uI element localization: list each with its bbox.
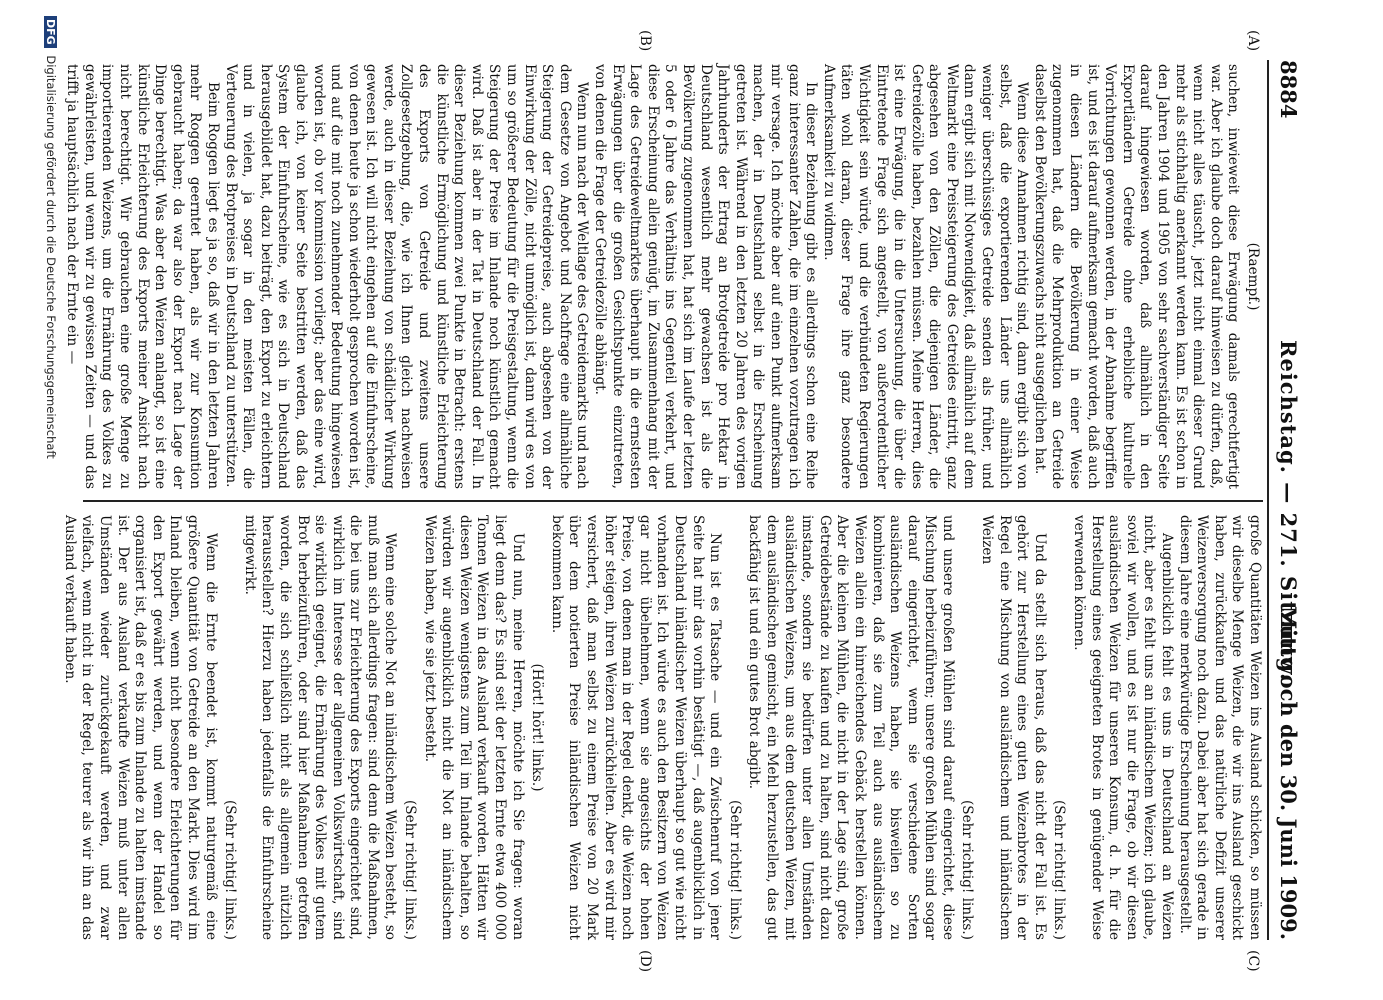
interjection: (Sehr richtig! links.) <box>402 799 419 940</box>
interjection: (Sehr richtig! links.) <box>959 799 976 940</box>
left-column <box>64 64 1263 489</box>
rotated-newspaper-page <box>44 0 1313 1000</box>
paragraph: Wenn eine solche Not an inländischem Weizen besteht, so muß man sich allerdings fragen: sind denn die Maßnahmen, die bei uns zur Erleichterung des Exports eingerichtet sind, wirklich im Interesse der allgemeinen Volkswirtschaft, sind sie wirklich geeignet, die Ernährung des Volkes mit gutem Brot herbeizuführen, oder sind hier Maßnahmen getroffen worden, die sich schließlich nicht als allgemein nützlich herausstellen? Hierzu haben jedenfalls die Einfuhrscheine mitgewirkt. <box>241 515 399 940</box>
paragraph: große Quantitäten Weizen ins Ausland schicken, so müssen wir dieselbe Menge Weizen, die wir ins Ausland geschickt haben, zurückkaufen und das natürliche Defizit unserer Weizenversorgung noch dazu. Dabei aber hat sich gerade in diesem Jahre eine merkwürdige Erscheinung herausgestellt. <box>1176 515 1263 940</box>
footer-text: Digitalisierung gefördert durch die Deutsche Forschungsgemeinschaft <box>44 55 58 459</box>
interjection: (Sehr richtig! links.) <box>1051 799 1068 940</box>
paragraph: und unsere großen Mühlen sind darauf eingerichtet, diese Mischung herbeizuführen; unsere großen Mühlen sind sogar darauf eingerichtet, wenn sie verschiedene Sorten ausländischen Weizens haben, sie bisweilen so zu kombinieren, daß sie zum Teil auch aus ausländischem Weizen allein ein hinreichendes Gebäck herstellen können. Aber die kleinen Mühlen, die nicht in der Lage sind, große Getreidebestände zu kaufen und zu halten, sind nicht dazu imstande, sondern sie bedürfen unter allen Umständen ausländischen Weizens, um aus dem deutschen Weizen, mit dem ausländischen gemischt, ein Mehl herzustellen, das gut backfähig ist und ein gutes Brot abgibt. <box>746 515 956 940</box>
page-header <box>1267 60 1305 940</box>
paragraph: In dieser Beziehung gibt es allerdings schon eine Reihe ganz interessanter Zahlen, die im einzelnen vorzutragen ich mir versage. Ich möchte aber auf einen Punkt aufmerksam machen, der in Deutschland selbst in die Erscheinung getreten ist. Während in den letzten 20 Jahren des vorigen Jahrhunderts der Ertrag an Brotgetreide pro Hektar in Deutschland wesentlich mehr gewachsen ist als die Bevölkerung zugenommen hat, hat sich im Laufe der letzten 5 oder 6 Jahre das Verhältnis ins Gegenteil verkehrt, und diese Erscheinung allein genügt, im Zusammenhang mit der Lage des Getreideweltmarktes überhaupt in die ernstesten Erwägungen über die großen Gesichtspunkte einzutreten, von denen die Frage der Getreidezölle abhängt. <box>592 64 820 489</box>
page-number: 8884 <box>1276 60 1301 119</box>
margin-marker-b: (B) <box>637 30 653 52</box>
paragraph: Wenn nun nach der Weltlage des Getreidemarkts und nach dem Gesetze von Angebot und Nachfrage eine allmähliche Steigerung der Getreidepreise, auch abgesehen von der Einwirkung der Zölle, nicht unmöglich ist, dann wird es von um so größerer Bedeutung für die Preisgestaltung, wenn die Steigerung der Preise im Inlande noch künstlich gemacht wird. Daß ist aber in der Tat in Deutschland der Fall. In dieser Beziehung kommen zwei Punkte in Betracht: erstens die künstliche Ermöglichung und künstliche Erleichterung des Exports von Getreide und zweitens unsere Zollgesetzgebung, die, wie ich Ihnen gleich nachweisen werde, auch in dieser Beziehung von schädlicher Wirkung gewesen ist. Ich will nicht eingehen auf die Einfuhrscheine, von denen heute ja schon wiederholt gesprochen worden ist, und auf die mit noch zunehmender Bedeutung hingewiesen worden ist, ob vor kommission vorliegt; aber das eine wird, glaube ich, von keiner Seite bestritten werden, daß das System der Einfuhrscheine, wie es sich in Deutschland herausgebildet hat, dazu beiträgt, den Export zu erleichtern und in vielen, ja sogar in den meisten Fällen, die Verteuerung des Brotpreises in Deutschland zu unterstützen. <box>222 64 591 489</box>
interjection: (Hört! hört! links.) <box>529 663 546 792</box>
paragraph: Und nun, meine Herren, möchte ich Sie fragen: woran liegt denn das? Es sind seit der letzten Ernte etwa 400 000 Tonnen Weizen in das Ausland verkauft worden. Hätten wir diesen Weizen wenigstens zum Teil im Inlande behalten, so würden wir augenblicklich nicht die Not an inländischem Weizen haben, wie sie jetzt besteht. <box>421 515 526 940</box>
margin-marker-d: (D) <box>637 950 653 973</box>
paragraph: Augenblicklich fehlt es uns in Deutschland an Weizen nicht, aber es fehlt uns an inländischem Weizen; ich glaube, soviel wir wollen, und es ist nur die Frage, ob wir diesen ausländischen Weizen für unseren Konsum, d. h. für die Herstellung eines geeigneten Brotes in genügender Weise verwenden können. <box>1071 515 1176 940</box>
paragraph: Wenn diese Annahmen richtig sind, dann ergibt sich von selbst, daß die exportierenden Länder uns allmählich weniger überschüssiges Getreide senden als früher, und dann ergibt sich mit Notwendigkeit, daß allmählich auf dem Weltmarkt eine Preissteigerung des Getreides eintritt, ganz abgesehen von den Zöllen, die diejenigen Länder, die Getreidezölle haben, bezahlen müssen. Meine Herren, dies ist eine Erwägung, die in die Untersuchung, die über die Eintretende Frage sich angestellt, von außerordentlicher Wichtigkeit sein würde, und die verbündeten Regierungen täten wohl daran, dieser Frage ihre ganz besondere Aufmerksamkeit zu widmen. <box>820 64 1031 489</box>
margin-marker-c: (C) <box>1245 950 1261 972</box>
right-column <box>61 515 1263 940</box>
paragraph: Wenn die Ernte beendet ist, kommt naturgemäß eine größere Quantität von Getreide an den Markt. Dies wird im Inland bleiben, wenn nicht besondere Erleichterungen für den Export gewährt werden, und wenn der Handel so organisiert ist, daß er es bis zum Inlande zu halten imstande ist. Der aus Ausland verkaufte Weizen muß unter allen Umständen wieder zurückgekauft werden, und zwar vielfach, wenn nicht in der Regel, teurer als wir ihn an das Ausland verkauft haben. <box>61 515 219 940</box>
margin-marker-a: (A) <box>1245 30 1261 52</box>
paragraph: suchen, inwieweit diese Erwägung damals gerechtfertigt war. Aber ich glaube doch darauf hinweisen zu dürfen, daß, wenn nicht alles täuscht, jetzt nicht einmal dieser Grund mehr als stichhaltig anerkannt werden kann. Es ist schon in den Jahren 1904 und 1905 von sehr sachverständiger Seite darauf hingewiesen worden, daß allmählich in den Exportländern Getreide ohne erhebliche kulturelle Vorrichtungen gewonnen werden, in der Abnahme begriffen ist, und es ist darauf aufmerksam gemacht worden, daß auch in diesen Ländern die Bevölkerung in einer Weise zugenommen hat, daß die Mehrproduktion an Getreide daselbst den Bevölkerungszuwachs nicht ausgeglichen hat. <box>1031 64 1242 489</box>
paragraph: Beim Roggen liegt es ja so, daß wir in den letzten Jahren mehr Roggen geerntet haben, als wir zur Konsumtion gebraucht haben; da war also der Export nach Lage der Dinge berechtigt. Was aber den Weizen anlangt, so ist eine künstliche Erleichterung des Exports meiner Ansicht nach nicht berechtigt. Wir gebrauchen eine große Menge zu importierenden Weizens, um die Ernährung des Volkes zu gewährleisten, und wenn wir zu gewissen Zeiten — und das trifft ja hauptsächlich nach der Ernte ein — <box>64 64 221 489</box>
column-divider <box>83 500 1263 502</box>
dfg-logo: DFG <box>44 16 57 48</box>
page-date: Mittwoch den 30. Juni 1909. <box>1276 605 1301 940</box>
paragraph: Und da stellt sich heraus, daß das nicht der Fall ist. Es gehört zur Herstellung eines guten Weizenbrotes in der Regel eine Mischung von ausländischem und inländischem Weizen <box>979 515 1048 940</box>
page-title: Reichstag. — 271. Sitzung. <box>1276 340 1301 682</box>
interjection: (Sehr richtig! links.) <box>726 799 743 940</box>
paragraph: Nun ist es Tatsache — und ein Zwischenruf von jener Seite hat mir das vorhin bestätigt —, daß augenblicklich in Deutschland inländischer Weizen überhaupt so gut wie nicht vorhanden ist. Ich würde es auch den Besitzern von Weizen gar nicht übelnehmen, wenn sie angesichts der hohen Preise, von denen man in der Regel denkt, die Weizen noch höher steigen, ihren Weizen zurückhielten. Aber es wird mir versichert, daß man selbst zu einem Preise von 20 Mark über dem notierten Preise inländischen Weizen nicht bekommen kann. <box>548 515 724 940</box>
interjection: (Sehr richtig! links.) <box>222 799 239 940</box>
speaker-name: (Raempf.) <box>1245 242 1261 311</box>
digitization-footer <box>38 16 58 984</box>
